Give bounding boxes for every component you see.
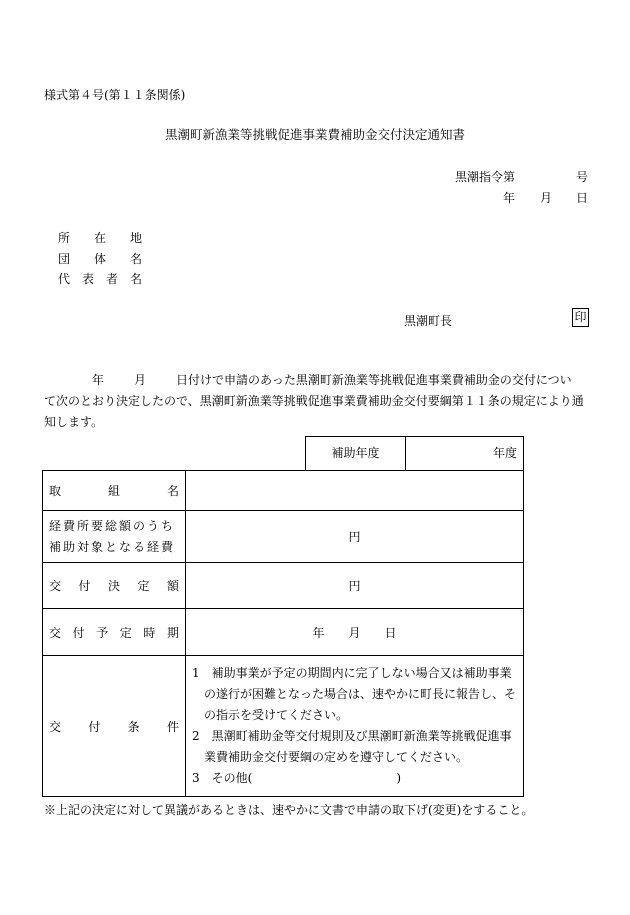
- table-row: [43, 471, 524, 511]
- date-day: 日: [576, 191, 589, 205]
- eligible-cost-value: 円: [186, 511, 524, 563]
- body-line1: 日付けで申請のあった黒潮町新漁業等挑戦促進事業費補助金の交付につい: [176, 373, 572, 387]
- document-number-suffix: 号: [575, 170, 588, 184]
- document-title: 黒潮町新漁業等挑戦促進事業費補助金交付決定通知書: [164, 127, 465, 142]
- grant-conditions-label: 交 付 条 件: [43, 656, 186, 797]
- body-month: 月: [134, 373, 147, 387]
- condition-item: 1 補助事業が予定の期間内に完了しない場合又は補助事業の遂行が困難となった場合は、速やかに町長に報告し、その指示を受けてください。: [192, 666, 517, 722]
- table-row: [43, 609, 524, 656]
- project-name-label: 取 組 名: [43, 471, 186, 511]
- table-row: [43, 511, 524, 563]
- eligible-cost-label: 経費所要総額のうち 補助対象となる経費: [43, 511, 186, 563]
- issuer-name: 黒潮町長: [404, 314, 453, 328]
- body-year: 年: [92, 373, 105, 387]
- fiscal-year-box: [305, 436, 524, 470]
- grant-amount-value: 円: [186, 563, 524, 609]
- table-row: [43, 563, 524, 609]
- date-year: 年: [503, 191, 516, 205]
- footnote: ※上記の決定に対して異議があるときは、速やかに文書で申請の取下げ(変更)をすること。: [44, 803, 534, 817]
- seal-mark: 印: [572, 308, 589, 327]
- body-line3: 知します。: [44, 415, 104, 429]
- grant-schedule-value: 年 月 日: [186, 609, 524, 656]
- grant-amount-label: 交 付 決 定 額: [43, 563, 186, 609]
- grant-schedule-label: 交 付 予 定 時 期: [43, 609, 186, 656]
- fiscal-year-label: 補助年度: [306, 437, 406, 470]
- date-month: 月: [540, 191, 553, 205]
- grant-conditions-value: [186, 656, 524, 797]
- condition-item: 3 その他( ): [192, 771, 401, 785]
- fiscal-year-value: 年度: [492, 446, 517, 460]
- table-row: [43, 656, 524, 797]
- document-number-label: 黒潮指令第: [455, 170, 516, 184]
- body-line2: て次のとおり決定したので、黒潮町新漁業等挑戦促進事業費補助金交付要綱第１１条の規定により通: [44, 394, 584, 408]
- decision-table: [42, 470, 524, 797]
- form-number: 様式第４号(第１１条関係): [44, 88, 186, 102]
- project-name-value: [186, 471, 524, 511]
- condition-item: 2 黒潮町補助金等交付規則及び黒潮町新漁業等挑戦促進事業費補助金交付要綱の定めを遵守してください。: [192, 729, 512, 764]
- notice-body: [44, 370, 589, 433]
